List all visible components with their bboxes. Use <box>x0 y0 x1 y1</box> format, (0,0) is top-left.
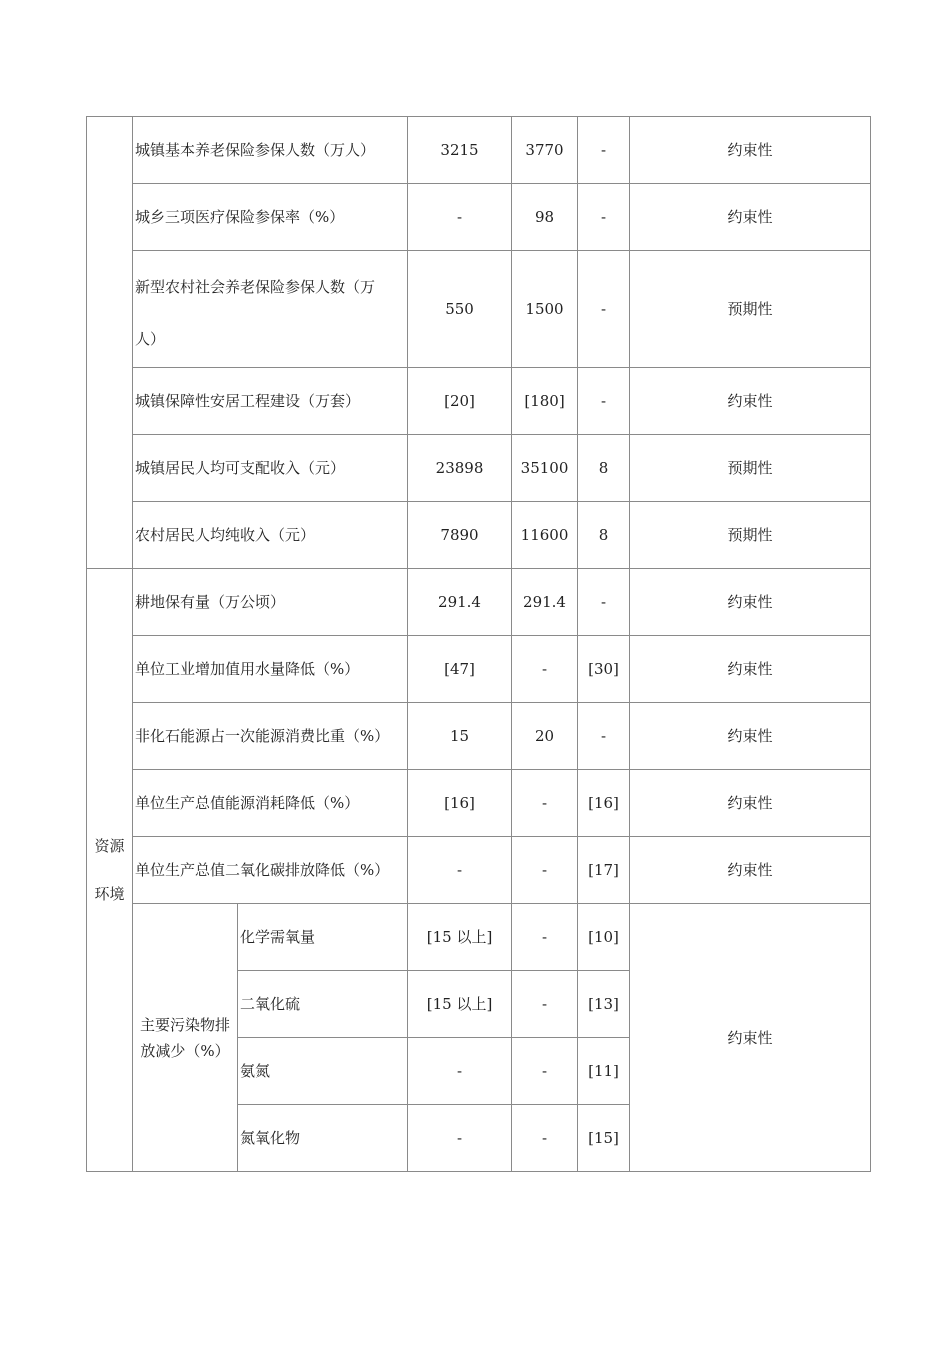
base-value: [47] <box>408 636 512 703</box>
target-value: 11600 <box>512 502 578 569</box>
target-value: [180] <box>512 368 578 435</box>
indicator-type: 预期性 <box>630 502 871 569</box>
target-value: 20 <box>512 703 578 770</box>
growth-value: - <box>578 117 630 184</box>
base-value: - <box>408 837 512 904</box>
target-value: - <box>512 1105 578 1172</box>
indicator-name-line1: 新型农村社会养老保险参保人数（万 <box>135 278 376 296</box>
target-value: - <box>512 1038 578 1105</box>
category-cell-social <box>87 435 133 502</box>
target-value: - <box>512 971 578 1038</box>
growth-value: [11] <box>578 1038 630 1105</box>
growth-value: - <box>578 368 630 435</box>
pollutant-name: 二氧化硫 <box>238 971 408 1038</box>
base-value: 7890 <box>408 502 512 569</box>
table-row <box>87 117 871 184</box>
growth-value: 8 <box>578 502 630 569</box>
table-row <box>87 569 871 636</box>
indicator-name: 单位生产总值二氧化碳排放降低（%） <box>133 837 408 904</box>
indicator-name: 城镇保障性安居工程建设（万套） <box>133 368 408 435</box>
target-value: 1500 <box>512 251 578 368</box>
indicator-type: 约束性 <box>630 117 871 184</box>
pollutant-name: 化学需氧量 <box>238 904 408 971</box>
indicator-name: 农村居民人均纯收入（元） <box>133 502 408 569</box>
indicator-type: 约束性 <box>630 703 871 770</box>
base-value: [15 以上] <box>408 971 512 1038</box>
growth-value: 8 <box>578 435 630 502</box>
base-value: [15 以上] <box>408 904 512 971</box>
base-value: 550 <box>408 251 512 368</box>
table-row <box>87 703 871 770</box>
indicator-name <box>133 251 408 368</box>
table-row <box>87 837 871 904</box>
base-value: 15 <box>408 703 512 770</box>
table-row <box>87 368 871 435</box>
table-row <box>87 184 871 251</box>
base-value: [16] <box>408 770 512 837</box>
category-cell-resource <box>87 569 133 1172</box>
base-value: [20] <box>408 368 512 435</box>
indicator-type: 约束性 <box>630 368 871 435</box>
table-row <box>87 636 871 703</box>
growth-value: - <box>578 703 630 770</box>
category-cell-social <box>87 368 133 435</box>
table-row <box>87 251 871 368</box>
pollutant-group-line1: 主要污染物排 <box>139 1015 230 1034</box>
table-row <box>87 435 871 502</box>
indicator-type: 约束性 <box>630 184 871 251</box>
indicator-name: 非化石能源占一次能源消费比重（%） <box>133 703 408 770</box>
growth-value: [30] <box>578 636 630 703</box>
base-value: - <box>408 184 512 251</box>
growth-value: - <box>578 569 630 636</box>
indicator-type: 约束性 <box>630 837 871 904</box>
pollutant-group-label <box>133 904 238 1172</box>
growth-value: [10] <box>578 904 630 971</box>
target-value: - <box>512 636 578 703</box>
target-value: 35100 <box>512 435 578 502</box>
pollutant-name: 氮氧化物 <box>238 1105 408 1172</box>
base-value: - <box>408 1038 512 1105</box>
target-value: - <box>512 770 578 837</box>
pollutant-name: 氨氮 <box>238 1038 408 1105</box>
base-value: - <box>408 1105 512 1172</box>
indicator-name-line2: 人） <box>135 330 166 348</box>
growth-value: [15] <box>578 1105 630 1172</box>
table-row <box>87 502 871 569</box>
base-value: 23898 <box>408 435 512 502</box>
target-value: - <box>512 904 578 971</box>
indicator-name: 城镇居民人均可支配收入（元） <box>133 435 408 502</box>
category-cell-social <box>87 184 133 251</box>
base-value: 3215 <box>408 117 512 184</box>
base-value: 291.4 <box>408 569 512 636</box>
indicator-name: 单位工业增加值用水量降低（%） <box>133 636 408 703</box>
indicator-type: 预期性 <box>630 435 871 502</box>
category-label-line1: 资源 <box>94 837 125 855</box>
growth-value: [16] <box>578 770 630 837</box>
table-row <box>87 904 871 971</box>
indicator-type: 预期性 <box>630 251 871 368</box>
indicator-name: 城乡三项医疗保险参保率（%） <box>133 184 408 251</box>
category-cell-social <box>87 117 133 184</box>
growth-value: - <box>578 251 630 368</box>
growth-value: [17] <box>578 837 630 904</box>
category-cell-social <box>87 251 133 368</box>
target-value: 291.4 <box>512 569 578 636</box>
indicator-type: 约束性 <box>630 904 871 1172</box>
indicator-name: 单位生产总值能源消耗降低（%） <box>133 770 408 837</box>
pollutant-group-line2: 放减少（%） <box>140 1041 230 1060</box>
target-value: 3770 <box>512 117 578 184</box>
indicator-name: 耕地保有量（万公顷） <box>133 569 408 636</box>
category-label-line2: 环境 <box>94 885 125 903</box>
growth-value: [13] <box>578 971 630 1038</box>
table-row <box>87 770 871 837</box>
growth-value: - <box>578 184 630 251</box>
indicator-table <box>86 116 871 1172</box>
category-cell-social <box>87 502 133 569</box>
target-value: - <box>512 837 578 904</box>
indicator-type: 约束性 <box>630 770 871 837</box>
indicator-type: 约束性 <box>630 636 871 703</box>
indicator-name: 城镇基本养老保险参保人数（万人） <box>133 117 408 184</box>
indicator-type: 约束性 <box>630 569 871 636</box>
target-value: 98 <box>512 184 578 251</box>
